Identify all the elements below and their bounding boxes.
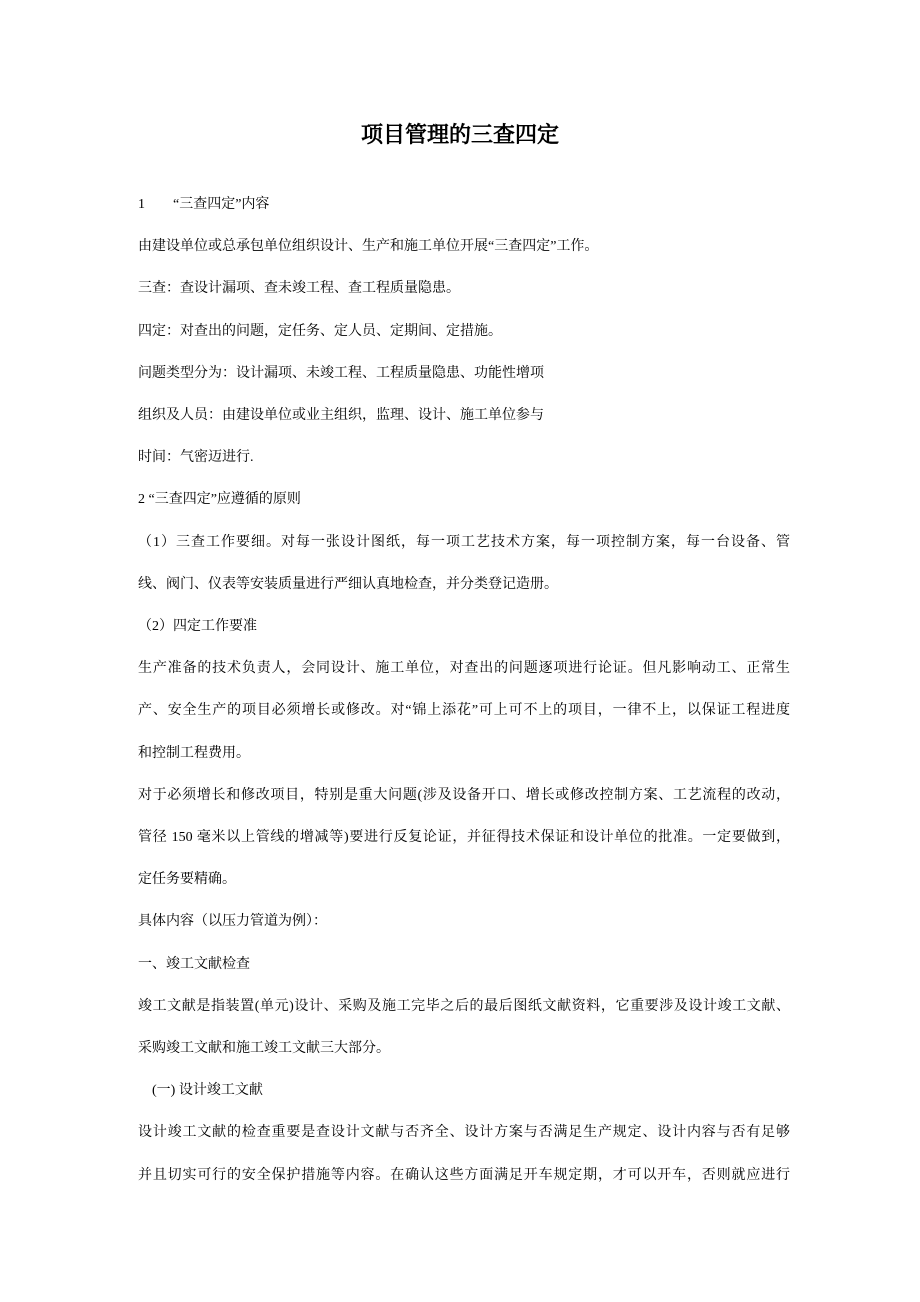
paragraph-line: 问题类型分为：设计漏项、未竣工程、工程质量隐患、功能性增项 (138, 365, 544, 381)
paragraph-line: 产、安全生产的项目必须增长或修改。对“锦上添花”可上可不上的项目，一律不上，以保证工程进度 (138, 703, 790, 719)
paragraph-line: 采购竣工文献和施工竣工文献三大部分。 (138, 1041, 390, 1056)
paragraph-line: 生产准备的技术负责人，会同设计、施工单位，对查出的问题逐项进行论证。但凡影响动工、正常生 (138, 661, 790, 677)
paragraph-line: 管径 150 毫米以上管线的增减等)要进行反复论证，并征得技术保证和设计单位的批准。一定要做到， (138, 830, 790, 845)
paragraph-line: 四定：对查出的问题，定任务、定人员、定期间、定措施。 (138, 323, 502, 339)
paragraph-line: 并且切实可行的安全保护措施等内容。在确认这些方面满足开车规定期，才可以开车，否则就应进行 (138, 1167, 790, 1183)
paragraph-line: 时间：气密迈进行. (138, 450, 254, 466)
paragraph-line: 设计竣工文献的检查重要是查设计文献与否齐全、设计方案与否满足生产规定、设计内容与否有足够 (138, 1125, 790, 1141)
paragraph-line: 和控制工程费用。 (138, 745, 250, 761)
paragraph-line: 竣工文献是指装置(单元)设计、采购及施工完毕之后的最后图纸文献资料，它重要涉及设计竣工文献、 (138, 998, 790, 1014)
paragraph-line: 具体内容（以压力管道为例）： (138, 914, 327, 930)
paragraph-line: 2 “三查四定”应遵循的原则 (138, 492, 301, 508)
paragraph-line: （1）三查工作要细。对每一张设计图纸，每一项工艺技术方案，每一项控制方案，每一台设备、管 (138, 534, 790, 550)
paragraph-line: 一、竣工文献检查 (138, 956, 250, 972)
paragraph-line: 线、阀门、仪表等安装质量进行严细认真地检查，并分类登记造册。 (138, 576, 558, 592)
paragraph-line: 定任务要精确。 (138, 872, 236, 888)
paragraph-line: （2）四定工作要准 (138, 619, 257, 634)
document-title: 项目管理的三查四定 (360, 122, 559, 147)
paragraph-line: 1 “三查四定”内容 (138, 197, 270, 212)
paragraph-line: 由建设单位或总承包单位组织设计、生产和施工单位开展“三查四定”工作。 (138, 239, 599, 255)
paragraph-line: (一) 设计竣工文献 (138, 1083, 263, 1099)
paragraph-line: 三查：查设计漏项、查未竣工程、查工程质量隐患。 (138, 281, 460, 297)
paragraph-line: 组织及人员：由建设单位或业主组织，监理、设计、施工单位参与 (138, 408, 544, 423)
paragraph-line: 对于必须增长和修改项目，特别是重大问题(涉及设备开口、增长或修改控制方案、工艺流程的改动， (138, 787, 790, 803)
